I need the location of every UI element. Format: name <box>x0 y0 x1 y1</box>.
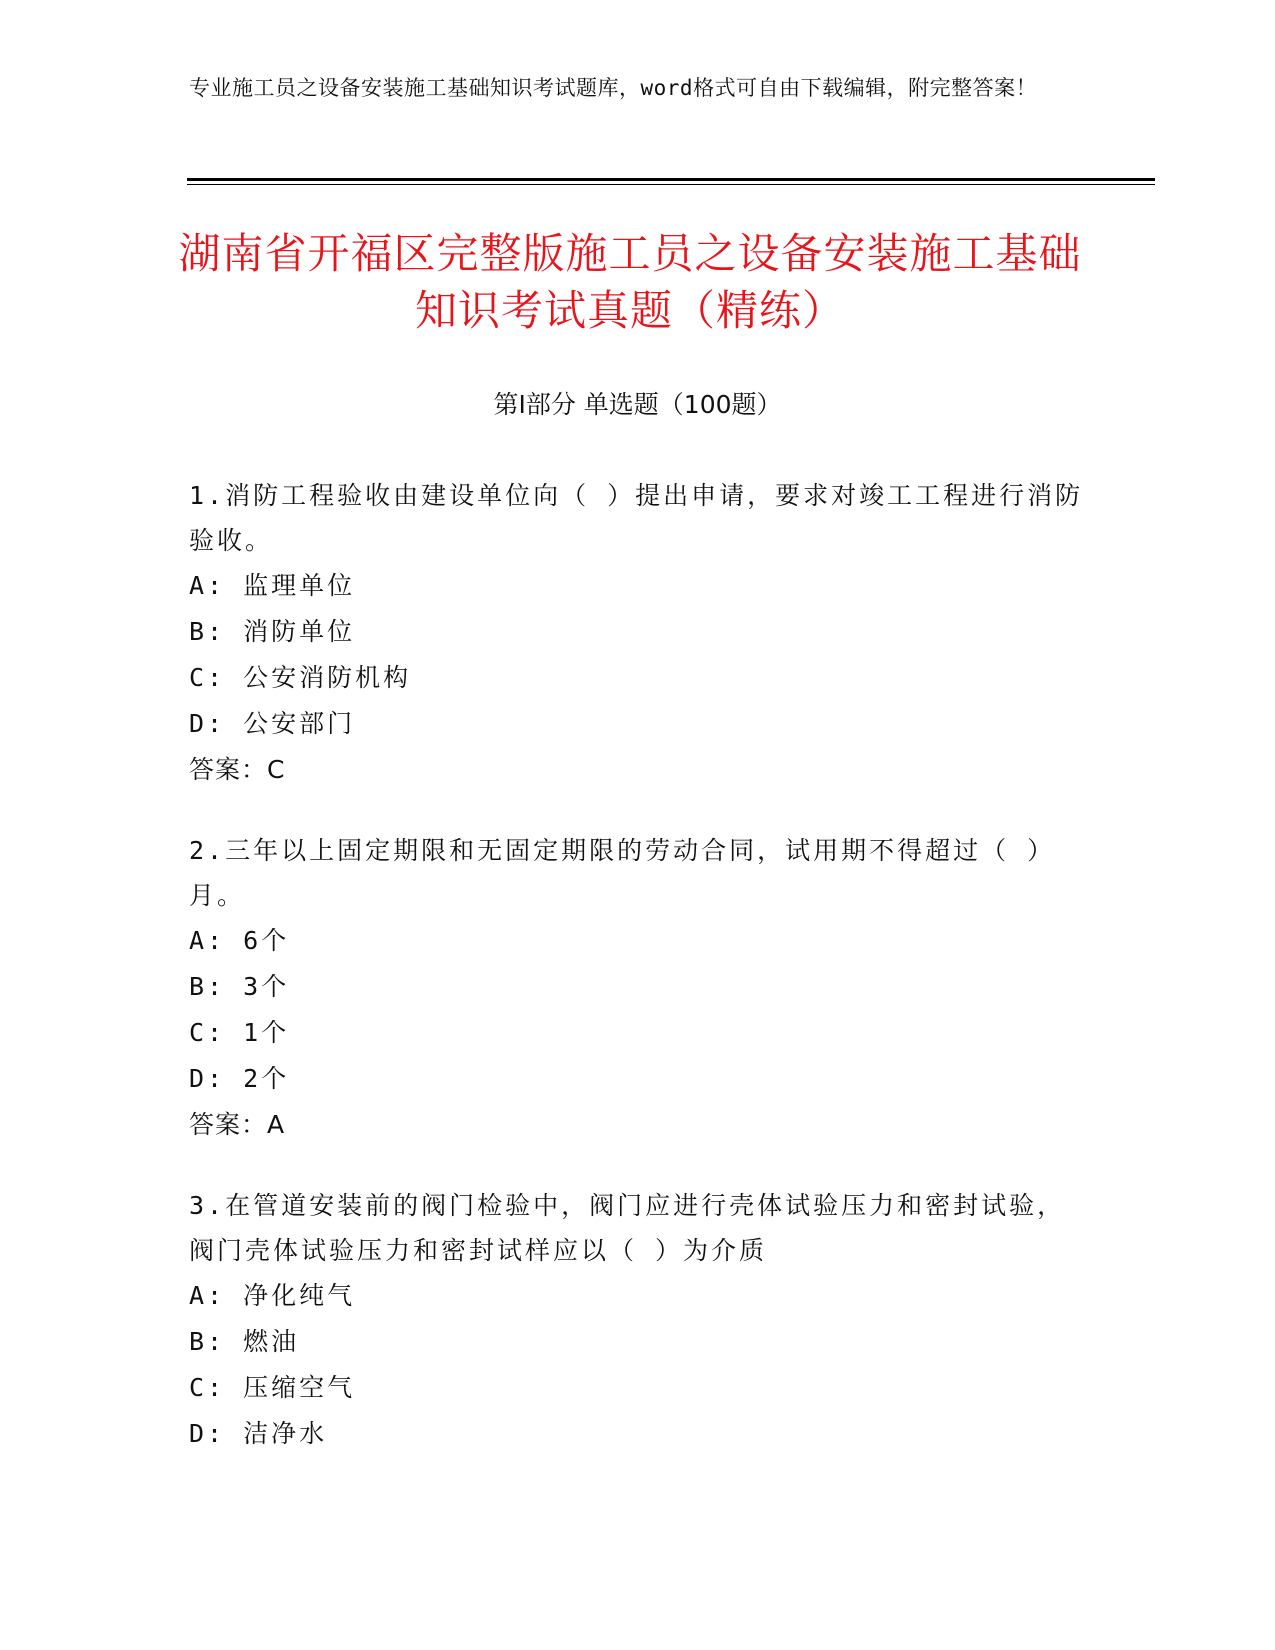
header-note: 专业施工员之设备安装施工基础知识考试题库，word格式可自由下载编辑，附完整答案！ <box>189 76 1038 100</box>
option-d: D: 2个 <box>189 1064 290 1093</box>
header-divider-thin <box>187 184 1155 185</box>
option-a: A: 6个 <box>189 926 290 955</box>
option-b: B: 燃油 <box>189 1327 300 1356</box>
section-title: 第Ⅰ部分 单选题（100题） <box>493 390 782 419</box>
question-item <box>189 828 1089 1148</box>
header-divider-thick <box>187 178 1155 181</box>
answer-label: 答案：C <box>189 755 286 784</box>
question-item <box>189 473 1089 793</box>
question-item <box>189 1183 1089 1457</box>
document-title: 湖南省开福区完整版施工员之设备安装施工基础知识考试真题（精练） <box>178 229 1082 335</box>
option-c: C: 1个 <box>189 1018 290 1047</box>
option-d: D: 公安部门 <box>189 709 356 738</box>
question-list <box>189 473 1089 1492</box>
question-stem: 3.在管道安装前的阀门检验中，阀门应进行壳体试验压力和密封试验，阀门壳体试验压力和密封试样应以（ ）为介质 <box>189 1191 1066 1265</box>
question-stem: 2.三年以上固定期限和无固定期限的劳动合同，试用期不得超过（ ）月。 <box>189 836 1056 910</box>
option-b: B: 3个 <box>189 972 290 1001</box>
option-d: D: 洁净水 <box>189 1419 328 1448</box>
answer-label: 答案：A <box>189 1110 286 1139</box>
option-c: C: 压缩空气 <box>189 1373 356 1402</box>
question-stem: 1.消防工程验收由建设单位向（ ）提出申请，要求对竣工工程进行消防验收。 <box>189 481 1084 555</box>
option-c: C: 公安消防机构 <box>189 663 412 692</box>
option-a: A: 监理单位 <box>189 571 356 600</box>
option-a: A: 净化纯气 <box>189 1281 356 1310</box>
option-b: B: 消防单位 <box>189 617 356 646</box>
